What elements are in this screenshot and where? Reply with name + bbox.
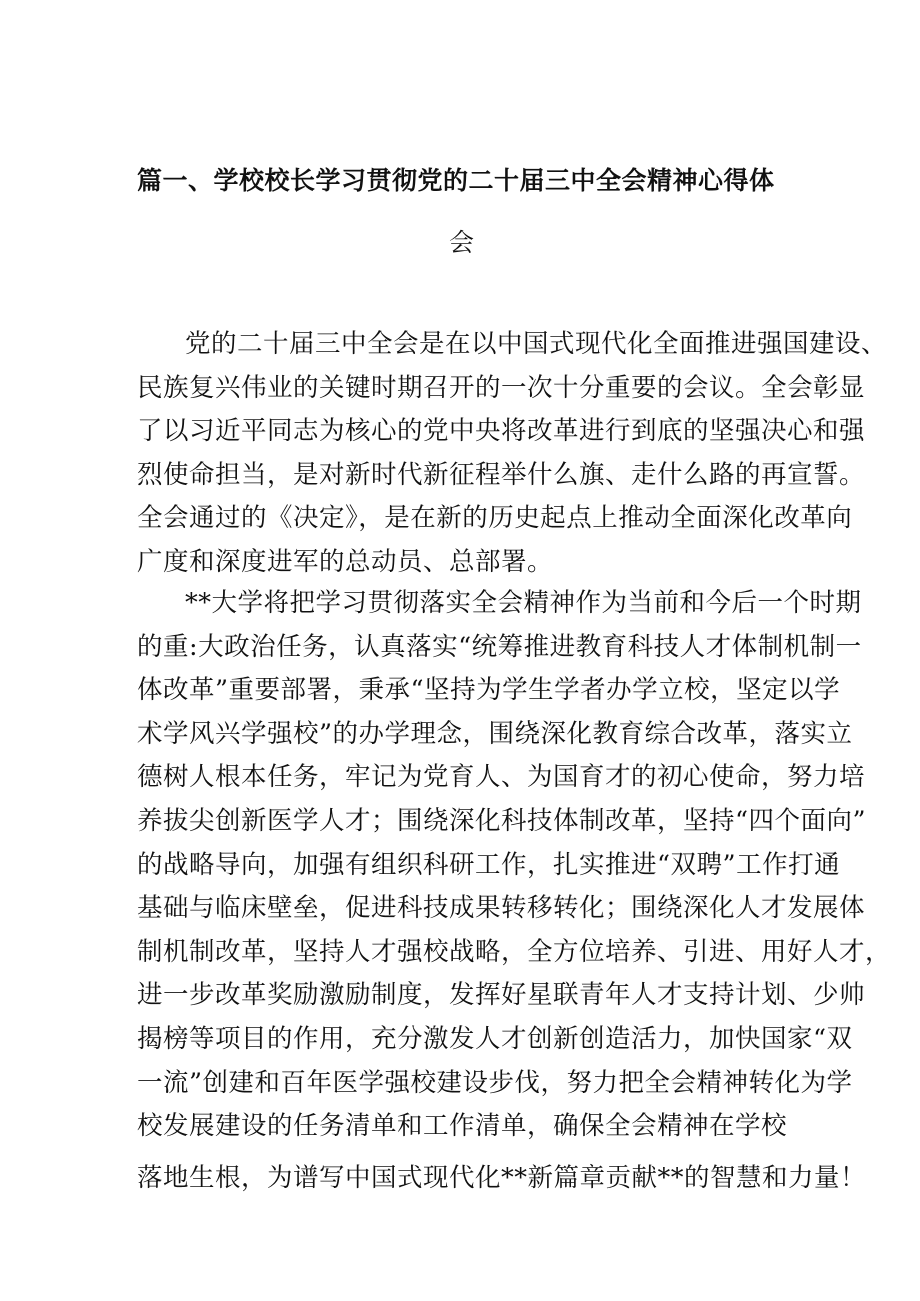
paragraph-line: 制机制改革，坚持人才强校战略，全方位培养、引进、用好人才， — [137, 936, 892, 967]
paragraph-line: 党的二十届三中全会是在以中国式现代化全面推进强国建设、 — [185, 329, 888, 359]
paragraph-line: 全会通过的《决定》，是在新的历史起点上推动全面深化改革向 — [137, 503, 853, 534]
paragraph-line: 进一步改革奖励激励制度，发挥好星联青年人才支持计划、少帅 — [137, 980, 866, 1011]
paragraph-line: 的战略导向，加强有组织科研工作，扎实推进“双聘”工作打通 — [137, 849, 841, 880]
paragraph-line: 揭榜等项目的作用，充分激发人才创新创造活力，加快国家“双 — [137, 1023, 853, 1054]
paragraph-line: **大学将把学习贯彻落实全会精神作为当前和今后一个时期 — [185, 588, 862, 618]
paragraph-line: 基础与临床壁垒，促进科技成果转移转化；围绕深化人才发展体 — [137, 893, 866, 924]
paragraph-line: 烈使命担当，是对新时代新征程举什么旗、走什么路的再宣誓。 — [137, 459, 866, 490]
paragraph-line: 德树人根本任务，牢记为党育人、为国育才的初心使命，努力培 — [137, 762, 866, 793]
paragraph-line: 民族复兴伟业的关键时期召开的一次十分重要的会议。全会彰显 — [137, 372, 866, 403]
paragraph-line: 一流”创建和百年医学强校建设步伐，努力把全会精神转化为学 — [137, 1067, 853, 1098]
paragraph-1 — [137, 323, 888, 585]
paragraph-2 — [137, 582, 892, 1149]
paragraph-line: 校发展建设的任务清单和工作清单，确保全会精神在学校 — [137, 1111, 788, 1142]
paragraph-line: 体改革”重要部署，秉承“坚持为学生学者办学立校，坚定以学 — [137, 675, 841, 706]
closing-line: 落地生根，为谱写中国式现代化**新篇章贡献**的智慧和力量！ — [137, 1163, 867, 1193]
paragraph-line: 了以习近平同志为核心的党中央将改革进行到底的坚强决心和强 — [137, 416, 866, 447]
paragraph-line: 的重:大政治任务，认真落实“统筹推进教育科技人才体制机制一 — [137, 631, 862, 662]
document-title-line-1: 篇一、学校校长学习贯彻党的二十届三中全会精神心得体 — [137, 166, 775, 195]
paragraph-line: 术学风兴学强校”的办学理念，围绕深化教育综合改革，落实立 — [137, 718, 853, 749]
document-title-line-2: 会 — [449, 228, 475, 257]
paragraph-line: 养拔尖创新医学人才；围绕深化科技体制改革，坚持“四个面向” — [137, 805, 867, 836]
paragraph-line: 广度和深度进军的总动员、总部署。 — [137, 546, 554, 577]
